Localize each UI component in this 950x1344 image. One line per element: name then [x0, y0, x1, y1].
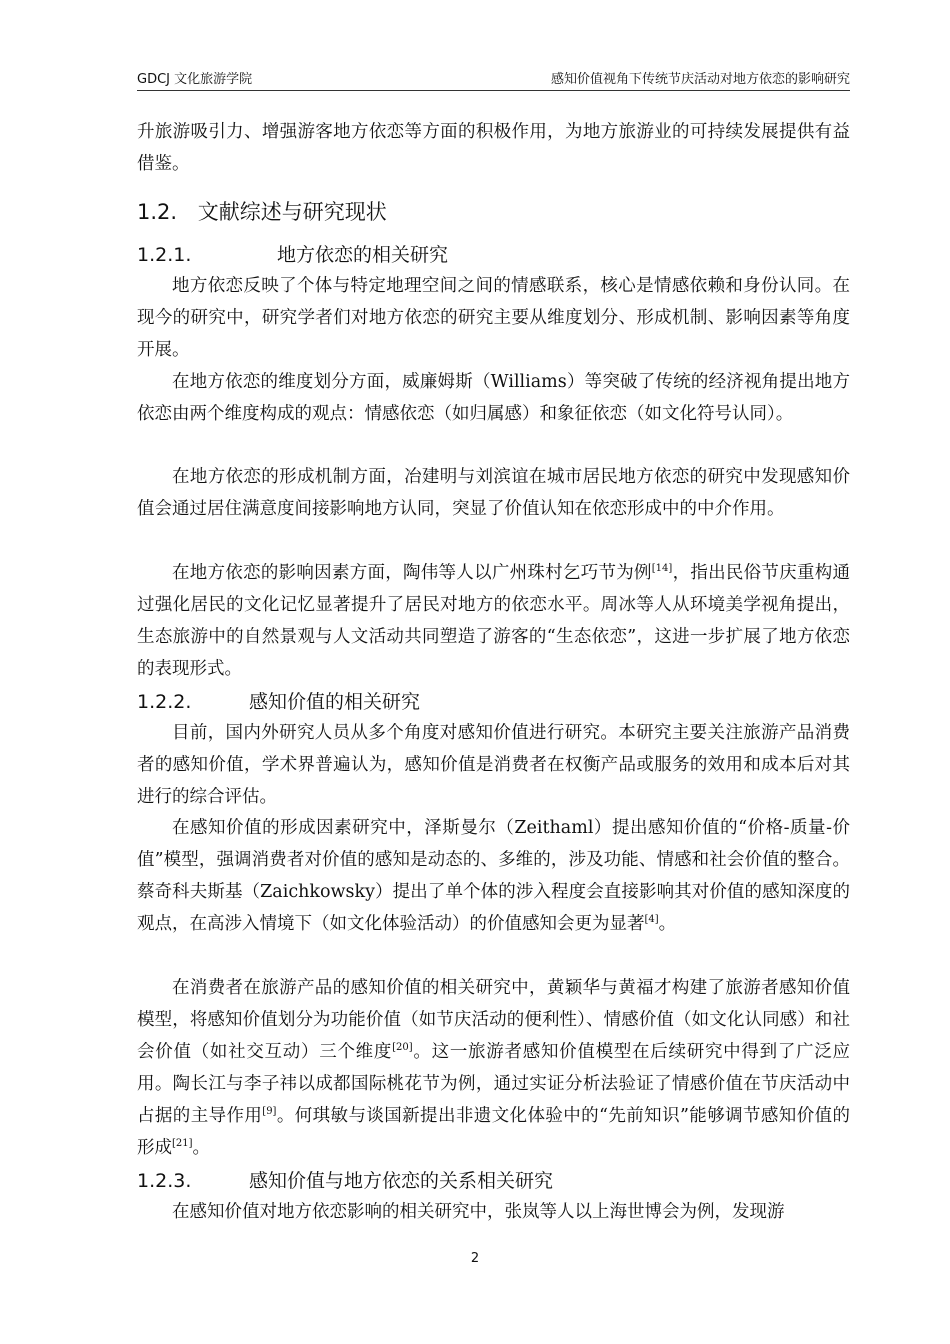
page-header — [137, 68, 850, 91]
paragraph: 在地方依恋的影响因素方面，陶伟等人以广州珠村乞巧节为例[14]，指出民俗节庆重构通过强化居民的文化记忆显著提升了居民对地方的依恋水平。周冰等人从环境美学视角提出，生态旅游中的自然景观与人文活动共同塑造了游客的“生态依恋”，这进一步扩展了地方依恋的表现形式。 — [137, 563, 851, 679]
citation: [21] — [172, 1138, 193, 1150]
paragraph: 地方依恋反映了个体与特定地理空间之间的情感联系，核心是情感依赖和身份认同。在现今的研究中，研究学者们对地方依恋的研究主要从维度划分、形成机制、影响因素等角度开展。 — [137, 276, 850, 360]
section-number: 1.2. — [137, 200, 178, 224]
paragraph: 在地方依恋的形成机制方面，冶建明与刘滨谊在城市居民地方依恋的研究中发现感知价值会通过居住满意度间接影响地方认同，突显了价值认知在依恋形成中的中介作用。 — [137, 467, 850, 519]
paragraph: 在感知价值对地方依恋影响的相关研究中，张岚等人以上海世博会为例，发现游 — [172, 1202, 785, 1222]
paragraph: 在地方依恋的维度划分方面，威廉姆斯（Williams）等突破了传统的经济视角提出地方依恋由两个维度构成的观点：情感依恋（如归属感）和象征依恋（如文化符号认同）。 — [137, 372, 850, 424]
page-number: 2 — [470, 1251, 480, 1266]
citation: [20] — [392, 1042, 413, 1054]
section-number: 1.2.2. — [137, 691, 192, 713]
paragraph: 在消费者在旅游产品的感知价值的相关研究中，黄颖华与黄福才构建了旅游者感知价值模型，将感知价值划分为功能价值（如节庆活动的便利性）、情感价值（如文化认同感）和社会价值（如社交互动）三个维度[20]。这一旅游者感知价值模型在后续研究中得到了广泛应用。陶长江与李子祎以成都国际桃花节为例，通过实证分析法验证了情感价值在节庆活动中占据的主导作用[9]。何琪敏与谈国新提出非遗文化体验中的“先前知识”能够调节感知价值的形成[21]。 — [137, 978, 851, 1158]
section-heading-1-2-3 — [137, 1166, 553, 1193]
citation: [14] — [651, 563, 673, 575]
section-number: 1.2.1. — [137, 244, 192, 266]
section-heading-1-2-1 — [137, 240, 448, 267]
paragraph-continued: 升旅游吸引力、增强游客地方依恋等方面的积极作用，为地方旅游业的可持续发展提供有益借鉴。 — [137, 122, 850, 174]
citation: [4] — [644, 914, 659, 926]
section-title: 感知价值的相关研究 — [249, 691, 421, 713]
paragraph: 目前，国内外研究人员从多个角度对感知价值进行研究。本研究主要关注旅游产品消费者的感知价值，学术界普遍认为，感知价值是消费者在权衡产品或服务的效用和成本后对其进行的综合评估。 — [137, 723, 850, 807]
section-heading-1-2 — [137, 196, 387, 226]
header-institution: GDCJ 文化旅游学院 — [137, 72, 253, 87]
header-paper-title: 感知价值视角下传统节庆活动对地方依恋的影响研究 — [550, 72, 850, 87]
section-title: 感知价值与地方依恋的关系相关研究 — [249, 1170, 554, 1192]
paragraph: 在感知价值的形成因素研究中，泽斯曼尔（Zeithaml）提出感知价值的“价格-质量-价值”模型，强调消费者对价值的感知是动态的、多维的，涉及功能、情感和社会价值的整合。蔡奇科夫斯基（Zaichkowsky）提出了单个体的涉入程度会直接影响其对价值的感知深度的观点，在高涉入情境下（如文化体验活动）的价值感知会更为显著[4]。 — [137, 818, 850, 934]
section-heading-1-2-2 — [137, 687, 420, 714]
citation: [9] — [262, 1106, 277, 1118]
section-title: 文献综述与研究现状 — [197, 200, 387, 224]
section-title: 地方依恋的相关研究 — [277, 244, 449, 266]
section-number: 1.2.3. — [137, 1170, 192, 1192]
